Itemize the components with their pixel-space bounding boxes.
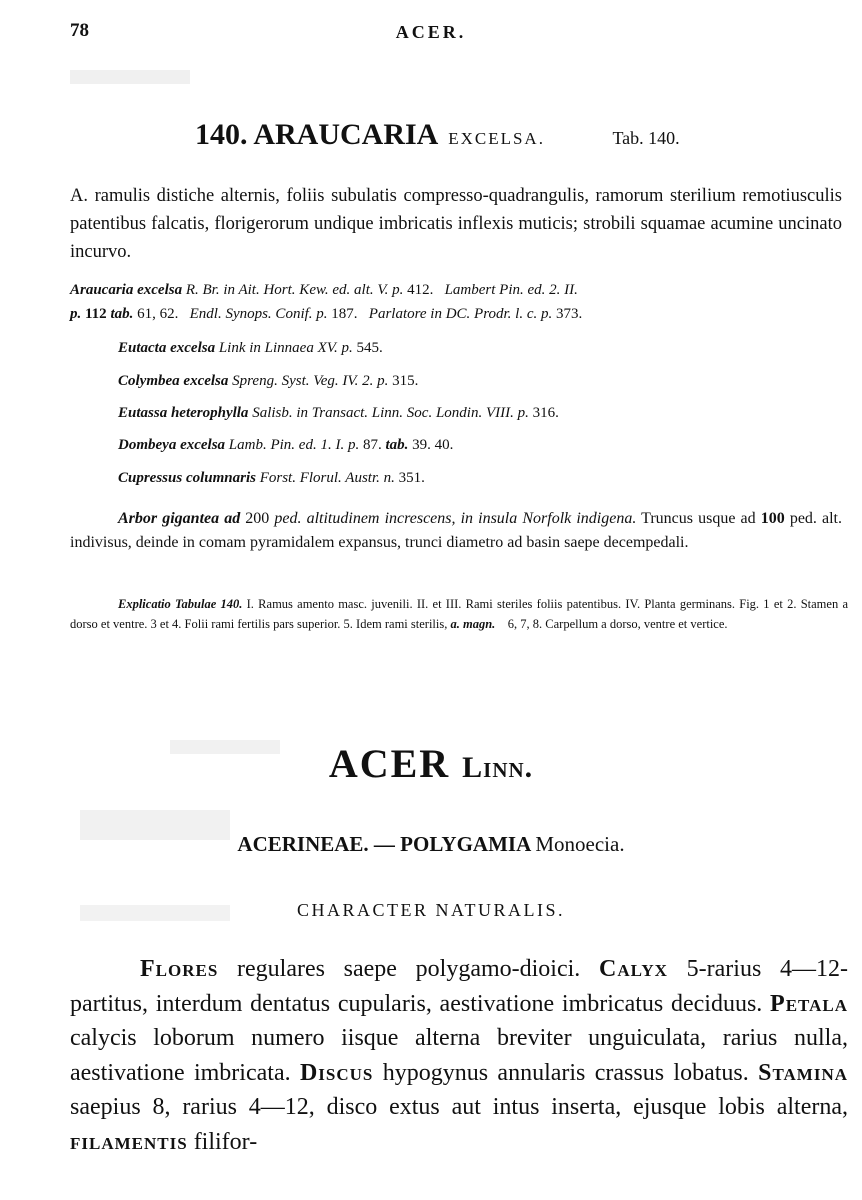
synonym-name: Cupressus columnaris <box>118 470 256 486</box>
synonym-number: 351. <box>398 470 425 486</box>
plate-explanation <box>70 594 848 634</box>
explanation-text: I. Ramus amento masc. juvenili. II. et III. Rami steriles foliis patentibus. IV. Planta germinans. Fig. 1 et 2. Stamen a dorso et ventre. 3 et 4. Folii rami fertilis pars superior. 5. Idem rami sterilis, <box>70 597 849 631</box>
synonym-2 <box>118 340 862 357</box>
synonym-ref: Lamb. Pin. ed. 1. I. p. <box>228 437 360 453</box>
synonym-number: 545. <box>356 340 383 356</box>
organ-term: Petala <box>770 990 848 1017</box>
bleed-through-mark <box>70 70 190 84</box>
synonym-name: Araucaria excelsa <box>70 282 183 298</box>
synonym-ref: tab. <box>110 306 134 322</box>
habit-text: Arbor gigantea ad <box>118 510 241 527</box>
character-text: saepius 8, rarius 4—12, disco extus aut intus inserta, ejusque lobis alterna, <box>70 1094 848 1120</box>
character-text: hypogynus annularis crassus lobatus. <box>382 1059 749 1086</box>
species-heading <box>195 118 680 152</box>
organ-term: Discus <box>299 1059 374 1086</box>
synonym-name: Colymbea excelsa <box>118 373 229 389</box>
synonym-number: 316. <box>532 405 559 421</box>
explanation-text: 6, 7, 8. Carpellum a dorso, ventre et vertice. <box>507 617 728 631</box>
family-name: ACERINEAE. — POLYGAMIA <box>237 832 531 856</box>
synonym-ref: Parlatore in DC. Prodr. l. c. p. <box>368 306 553 322</box>
synonym-ref: p. <box>70 306 82 322</box>
organ-term: Calyx <box>599 956 668 982</box>
explanation-label: Explicatio Tabulae 140. <box>118 597 243 611</box>
synonym-number: 373. <box>556 306 583 322</box>
synonym-1-cont <box>70 306 850 323</box>
character-text: filifor- <box>193 1128 258 1155</box>
explanation-text: a. magn. <box>450 617 496 631</box>
organ-term: Stamina <box>758 1059 849 1086</box>
habit-text: ped. alt. indivisus, deinde in comam pyramidalem expansus, trunci diametro ad basin saepe decempedali. <box>70 510 842 551</box>
synonym-ref: Spreng. Syst. Veg. IV. 2. p. <box>232 373 389 389</box>
synonym-number: 87. <box>362 437 382 453</box>
page-number: 78 <box>70 20 89 41</box>
synonym-5 <box>118 437 862 454</box>
habit-text: ped. altitudinem increscens, in insula Norfolk indigena. <box>274 510 637 527</box>
synonym-number: 315. <box>392 373 419 389</box>
genus-title <box>0 740 862 787</box>
species-epithet: EXCELSA. <box>448 129 545 148</box>
species-diagnosis: A. ramulis distiche alternis, foliis subulatis compresso-quadrangulis, ramorum sterilium remotiusculis patentibus falcatis, florigerorum undique imbricatis inflexis muticis; strobili squamae acumine uncinato incurvo. <box>70 186 842 262</box>
synonym-ref: R. Br. in Ait. Hort. Kew. ed. alt. V. p. <box>185 282 404 298</box>
synonym-number: 61, 62. <box>137 306 179 322</box>
synonym-ref: Lambert Pin. ed. 2. II. <box>444 282 578 298</box>
character-heading: CHARACTER NATURALIS. <box>296 900 565 920</box>
synonym-ref: Link in Linnaea XV. p. <box>218 340 353 356</box>
synonym-number: 187. <box>331 306 358 322</box>
synonym-name: Eutacta excelsa <box>118 340 216 356</box>
character-text: regulares saepe polygamo-dioici. <box>237 956 581 982</box>
class-order: Monoecia. <box>535 832 625 856</box>
plate-reference: Tab. 140. <box>612 128 680 148</box>
habit-number: 100 <box>760 510 785 527</box>
genus-author: Linn. <box>462 751 534 784</box>
synonym-ref: Endl. Synops. Conif. p. <box>189 306 328 322</box>
synonym-3 <box>118 373 862 390</box>
character-text: 5-rarius 4—12-partitus, interdum dentatus cupularis, aestivatione imbricatus deciduus. <box>70 956 848 1017</box>
habit-description <box>70 507 842 555</box>
character-text: calycis loborum numero iisque alterna breviter unguiculata, rarius nulla, aestivatione imbricata. <box>70 1025 848 1086</box>
synonym-1 <box>70 282 850 299</box>
synonym-ref: Forst. Florul. Austr. n. <box>259 470 395 486</box>
synonym-number: 39. 40. <box>412 437 454 453</box>
synonym-ref: Salisb. in Transact. Linn. Soc. Londin. VIII. p. <box>252 405 529 421</box>
synonym-6 <box>118 470 862 487</box>
genus-name: ACER <box>328 741 451 786</box>
synonym-name: Eutassa heterophylla <box>118 405 249 421</box>
organ-term: filamentis <box>70 1128 188 1155</box>
synonym-number: 112 <box>85 306 107 322</box>
organ-term: Flores <box>140 956 219 982</box>
species-number-name: 140. ARAUCARIA <box>195 118 437 151</box>
family-classification <box>0 832 862 857</box>
habit-text: Truncus usque ad <box>641 510 756 527</box>
habit-number: 200 <box>245 510 270 527</box>
synonym-number: 412. <box>407 282 434 298</box>
synonym-4 <box>118 405 862 422</box>
running-head: ACER. <box>395 22 467 42</box>
synonym-name: Dombeya excelsa <box>118 437 226 453</box>
character-description <box>70 952 848 1159</box>
synonym-ref: tab. <box>385 437 409 453</box>
